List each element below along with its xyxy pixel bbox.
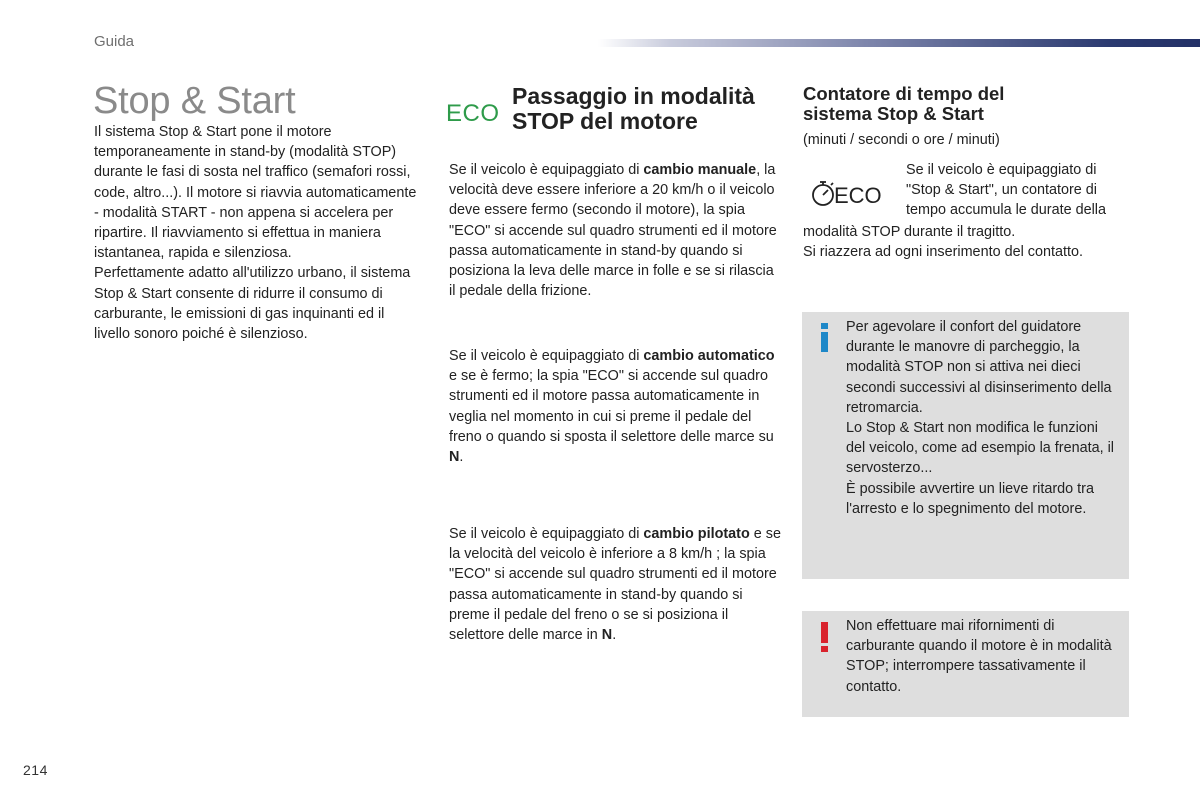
header-bar [598,39,1200,47]
automatic-gearbox-term: cambio automatico [643,348,775,364]
counter-subtitle: (minuti / secondi o ore / minuti) [803,132,1000,148]
info-note-text: Per agevolare il confort del guidatore durante le manovre di parcheggio, la modalità STOP non si attiva nei dieci secondi successivi al disinserimento della retromarcia. Lo Stop & Start non modifica le funzioni del veicolo, come ad esempio la frenata, il servosterzo... È possibile avvertire un lieve ritardo tra l'arresto e lo spegnimento del motore. [846,319,1114,517]
stop-mode-title-line2: STOP del motore [512,108,698,134]
manual-gearbox-text: Se il veicolo è equipaggiato di cambio manuale, la velocità deve essere inferiore a 20 km/h o il veicolo deve essere fermo (secondo il motore), la spia "ECO" si accende sul quadro strumenti ed il motore passa automaticamente in stand-by quando si posiziona la leva delle marce in folle e se si rilascia il pedale della frizione. [449,162,777,300]
stop-mode-title [512,84,755,134]
intro-paragraph-1: Il sistema Stop & Start pone il motore temporaneamente in stand-by (modalità STOP) durante le fasi di sosta nel traffico (semafori rossi, code, altro...). Il motore si riavvia automaticamente - modalità START - non appena si accelera per ripartire. Il riavviamento si effettua in maniera istantanea, rapida e silenziosa. [94,124,417,262]
manual-gearbox-term: cambio manuale [643,162,757,178]
page-title: Stop & Start [93,80,296,122]
svg-text:ECO: ECO [834,183,882,208]
piloted-gearbox-term: cambio pilotato [643,526,750,542]
warning-icon [816,619,834,655]
counter-title-line1: Contatore di tempo del [803,83,1005,104]
page-number: 214 [23,762,48,778]
warning-note-text: Non effettuare mai rifornimenti di carburante quando il motore è in modalità STOP; interrompere tassativamente il contatto. [846,618,1112,695]
section-label: Guida [94,33,135,50]
info-icon [816,320,834,356]
svg-text:ECO: ECO [446,100,500,126]
piloted-gearbox-text: Se il veicolo è equipaggiato di cambio pilotato e se la velocità del veicolo è inferiore a 8 km/h ; la spia "ECO" si accende sul quadro strumenti ed il motore passa automaticamente in stand-by quando si preme il pedale del freno o se si posiziona il selettore delle marce in N. [449,526,781,644]
counter-title [803,84,1133,124]
stop-mode-title-line1: Passaggio in modalità [512,83,755,109]
automatic-gearbox-text: Se il veicolo è equipaggiato di cambio automatico e se è fermo; la spia "ECO" si accende sul quadro strumenti ed il motore passa automaticamente in veglia nel momento in cui si preme il pedale del freno o quando si sposta il selettore delle marce su N. [449,348,775,466]
intro-paragraph-2: Perfettamente adatto all'utilizzo urbano, il sistema Stop & Start consente di ridurre il consumo di carburante, le emissioni di gas inquinanti ed il livello sonoro poiché è silenzioso. [94,265,411,343]
warning-note-box [802,611,1129,717]
eco-icon [446,98,504,126]
counter-text-2: modalità STOP durante il tragitto. Si riazzera ad ogni inserimento del contatto. [803,224,1083,261]
eco-timer-icon [810,176,886,210]
intro-column [94,122,424,344]
info-note-box [802,312,1129,579]
counter-text-1: Se il veicolo è equipaggiato di "Stop & Start", un contatore di tempo accumula le durate della [906,162,1106,219]
counter-title-line2: sistema Stop & Start [803,103,984,124]
